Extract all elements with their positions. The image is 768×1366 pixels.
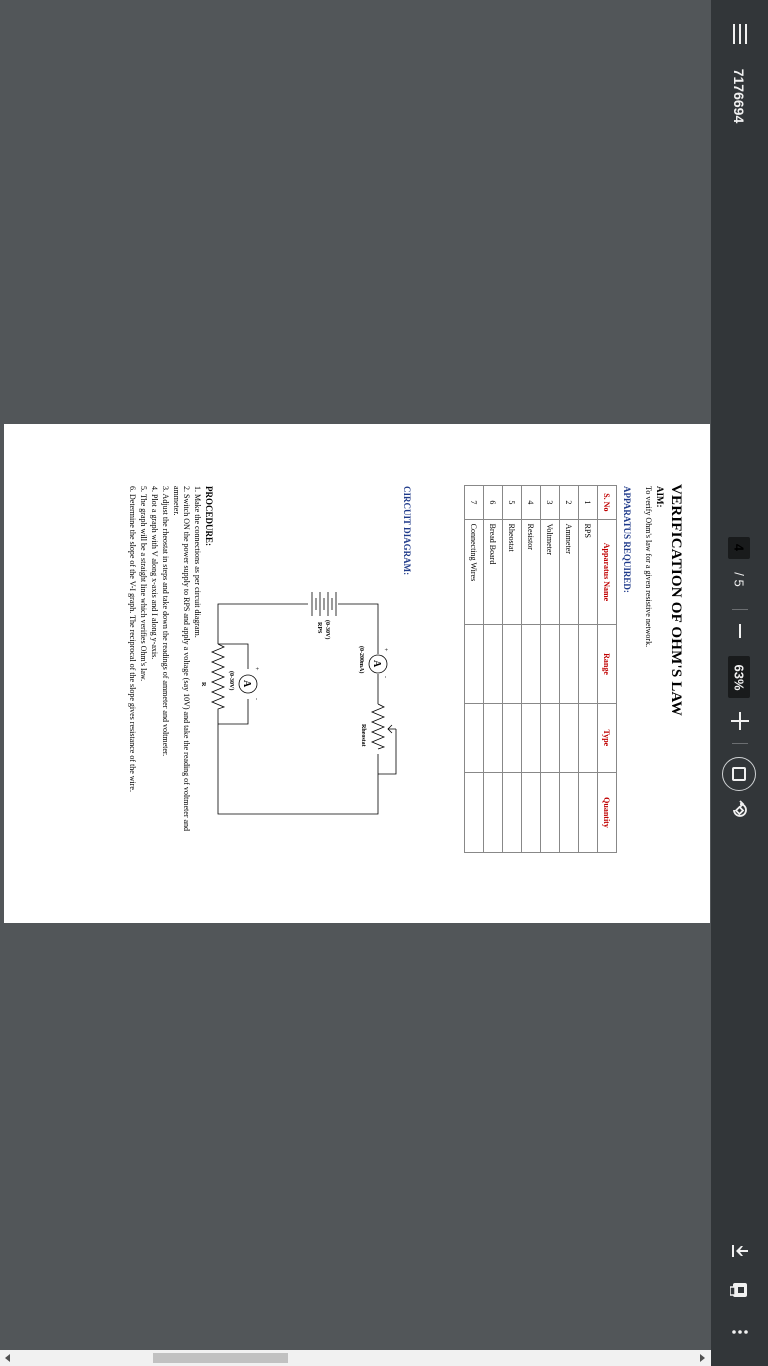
table-row	[484, 486, 503, 853]
procedure-heading: PROCEDURE:	[204, 486, 214, 546]
horizontal-scrollbar[interactable]	[0, 1350, 711, 1366]
table-row	[503, 486, 522, 853]
cell-name: Resistor	[522, 519, 541, 625]
cell-quantity	[465, 772, 484, 852]
procedure-step: 3. Adjust the rheostat in steps and take down the readings of ammeter and voltmeter.	[161, 486, 170, 757]
cell-sno: 7	[465, 486, 484, 520]
wire-bottom-left	[218, 604, 308, 644]
page-content	[4, 424, 710, 923]
cell-sno: 6	[484, 486, 503, 520]
header-type: Type	[598, 703, 617, 772]
ammeter-minus: -	[382, 676, 388, 678]
page-total-text: / 5	[731, 572, 747, 587]
voltmeter-minus: -	[253, 698, 259, 700]
cell-type	[503, 703, 522, 772]
cell-quantity	[579, 772, 598, 852]
cell-quantity	[560, 772, 579, 852]
aim-heading: AIM:	[655, 486, 665, 508]
download-button[interactable]	[730, 1241, 750, 1261]
fit-page-button[interactable]	[722, 757, 756, 791]
cell-range	[484, 625, 503, 703]
ammeter-label: A	[371, 660, 382, 668]
more-icon	[730, 1322, 750, 1342]
page-number-value: 4	[731, 543, 747, 552]
aim-text: To verify Ohm's law for a given resistive network.	[644, 486, 653, 648]
supply-label: RPS	[316, 622, 322, 634]
cell-range	[560, 625, 579, 703]
circuit-diagram	[200, 574, 398, 834]
header-name: Apparatus Name	[598, 519, 617, 625]
cell-quantity	[503, 772, 522, 852]
zoom-value: 63%	[731, 664, 747, 691]
cell-sno: 5	[503, 486, 522, 520]
rotate-icon	[730, 800, 750, 820]
supply-range: (0-30V)	[324, 620, 330, 640]
procedure-step: 5. The graph will be a straight line which verifies Ohm's law.	[139, 486, 148, 682]
apparatus-heading: APPARATUS REQUIRED:	[622, 486, 632, 593]
header-sno: S. No	[598, 486, 617, 520]
cell-sno: 4	[522, 486, 541, 520]
resistor-label: R	[200, 682, 206, 687]
cell-name: Rheostat	[503, 519, 522, 625]
cell-name: Connecting Wires	[465, 519, 484, 625]
cell-type	[560, 703, 579, 772]
procedure-step: 6. Determine the slope of the V-I graph. The reciprocal of the slope gives resistance of the wire.	[128, 486, 137, 792]
cell-type	[541, 703, 560, 772]
page-total	[727, 566, 751, 596]
rheostat-label: Rheostat	[360, 724, 366, 747]
toolbar-divider	[732, 609, 748, 610]
zoom-input[interactable]	[728, 656, 750, 698]
table-header-row	[598, 486, 617, 853]
page-number-input[interactable]	[728, 537, 750, 559]
procedure-step: 1. Make the connections as per circuit diagram.	[193, 486, 202, 638]
menu-button[interactable]	[726, 22, 753, 46]
table-row	[579, 486, 598, 853]
cell-range	[541, 625, 560, 703]
cell-range	[579, 625, 598, 703]
cell-sno: 3	[541, 486, 560, 520]
voltmeter-label: A	[241, 680, 252, 688]
rheostat-wiper	[378, 725, 396, 774]
scroll-right-arrow-icon[interactable]	[700, 1354, 705, 1362]
scroll-left-arrow-icon[interactable]	[5, 1354, 10, 1362]
cell-name: Ammeter	[560, 519, 579, 625]
table-row	[465, 486, 484, 853]
cell-type	[465, 703, 484, 772]
circuit-heading: CIRCUIT DIAGRAM:	[402, 486, 412, 576]
cell-name: Voltmeter	[541, 519, 560, 625]
table-row	[541, 486, 560, 853]
cell-quantity	[541, 772, 560, 852]
procedure-list	[126, 486, 202, 858]
cell-sno: 1	[579, 486, 598, 520]
cell-sno: 2	[560, 486, 579, 520]
procedure-step: 2. Switch ON the power supply to RPS and apply a voltage (say 10V) and take the reading of voltmeter and ammeter.	[172, 486, 191, 832]
cell-quantity	[522, 772, 541, 852]
ammeter-plus: +	[382, 648, 388, 652]
download-icon	[730, 1241, 750, 1261]
table-row	[560, 486, 579, 853]
print-button[interactable]	[730, 1280, 750, 1302]
wire-right	[218, 724, 378, 814]
cell-type	[579, 703, 598, 772]
rotate-button[interactable]	[730, 800, 750, 820]
header-quantity: Quantity	[598, 772, 617, 852]
table-row	[522, 486, 541, 853]
document-title: VERIFICATION OF OHM'S LAW	[668, 484, 684, 717]
voltmeter-range: (0-30V)	[228, 671, 234, 691]
fit-page-icon	[732, 767, 746, 781]
apparatus-table	[464, 485, 617, 853]
resistor-symbol	[212, 644, 224, 724]
cell-type	[484, 703, 503, 772]
cell-name: RPS	[579, 519, 598, 625]
print-icon	[730, 1280, 750, 1302]
header-range: Range	[598, 625, 617, 703]
zoom-in-button[interactable]	[731, 712, 749, 730]
cell-type	[522, 703, 541, 772]
procedure-step: 4. Plot a graph with V along x-axis and I along y-axis.	[150, 486, 159, 660]
scrollbar-thumb[interactable]	[153, 1353, 288, 1363]
voltmeter-plus: +	[253, 667, 259, 671]
more-options-button[interactable]	[730, 1322, 750, 1342]
cell-quantity	[484, 772, 503, 852]
cell-name: Bread Board	[484, 519, 503, 625]
rheostat-symbol	[372, 704, 384, 749]
cell-range	[465, 625, 484, 703]
pdf-page	[4, 424, 710, 923]
cell-range	[503, 625, 522, 703]
battery-symbol	[312, 592, 336, 616]
menu-icon	[733, 24, 747, 44]
ammeter-range: (0-200mA)	[358, 646, 364, 674]
cell-range	[522, 625, 541, 703]
viewer-title: 7176694	[731, 68, 747, 124]
toolbar-divider	[732, 743, 748, 744]
zoom-out-button[interactable]	[731, 622, 749, 642]
minus-icon	[739, 624, 741, 638]
document-title-area	[711, 60, 768, 140]
